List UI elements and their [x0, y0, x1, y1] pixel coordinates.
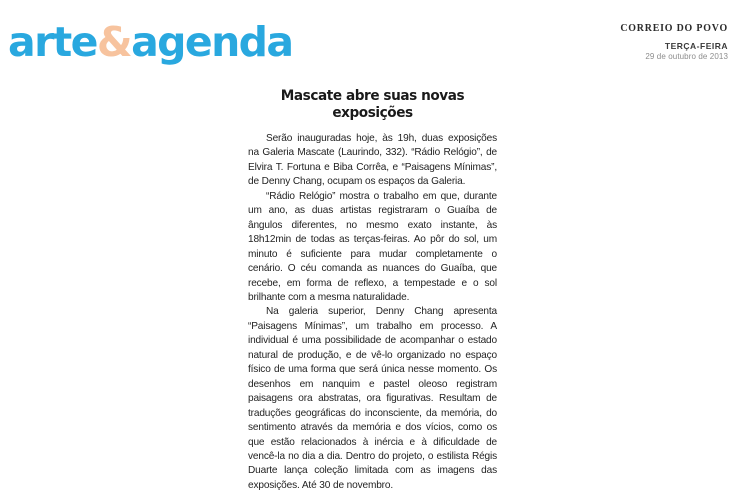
- issue-weekday: TERÇA-FEIRA: [664, 41, 728, 51]
- article-paragraph: Na galeria superior, Denny Chang apresenta “Paisagens Mínimas”, um trabalho em processo. A individual é uma possibilidade de acompanhar o estado natural de produção, e de vê-lo organizado no espaço físico de uma forma que será única nesse momento. Os desenhos em nanquim e pastel oleoso registram paisagens ora abstratas, ora figurativas. Resultam de traduções geográficas do inconsciente, da memória, do sentimento através da memória e dos vícios, como os que estão relacionados à inércia e à dificuldade de vencê-la no dia a dia. Dentro do projeto, o estilista Régis Duarte lança coleção limitada com as imagens das exposições. Até 30 de novembro.: [248, 306, 497, 491]
- newspaper-title: CORREIO DO POVO: [620, 22, 728, 34]
- masthead-text-before: arte: [8, 18, 97, 66]
- article-paragraph: “Rádio Relógio” mostra o trabalho em que, durante um ano, as duas artistas registraram o Guaíba de ângulos diferentes, no mesmo exato instante, às 18h12min de todas as terças-feiras. Ao pôr do sol, um minuto é suficiente para mudar completamente o cenário. O céu comanda as nuances do Guaíba, que recebe, em forma de reflexo, a tempestade e o sol brilhante com a mesma naturalidade.: [248, 190, 497, 303]
- article-body: [248, 132, 497, 493]
- article: [248, 88, 497, 493]
- article-paragraph: Serão inauguradas hoje, às 19h, duas exposições na Galeria Mascate (Laurindo, 332). “Rádio Relógio”, de Elvira T. Fortuna e Biba Corrêa, e “Paisagens Mínimas”, de Denny Chang, ocupam os espaços da Galeria.: [248, 133, 497, 188]
- masthead-ampersand: &: [96, 18, 132, 66]
- issue-date: 29 de outubro de 2013: [645, 52, 728, 61]
- newspaper-nameplate: [468, 22, 728, 62]
- section-masthead: [8, 18, 293, 66]
- masthead-text-after: agenda: [131, 18, 293, 66]
- article-headline: Mascate abre suas novas exposições: [280, 88, 465, 121]
